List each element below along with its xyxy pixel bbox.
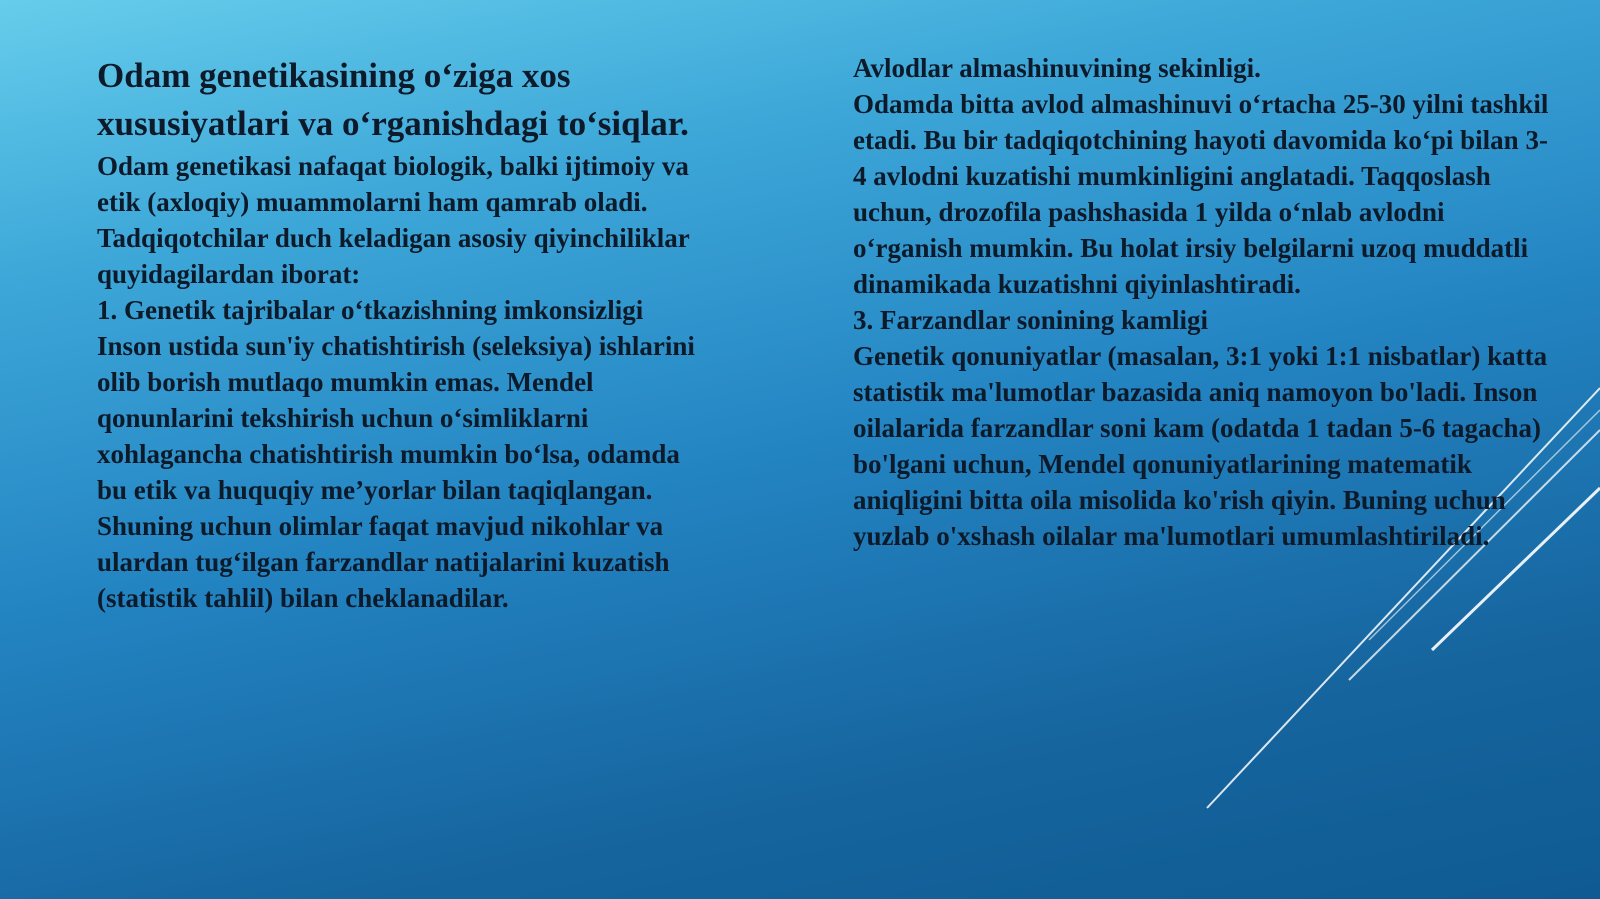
section-heading-1: 1. Genetik tajribalar o‘tkazishning imkonsizligi [97,295,644,325]
section-body-3: Genetik qonuniyatlar (masalan, 3:1 yoki 1:1 nisbatlar) katta statistik ma'lumotlar bazasida aniq namoyon bo'ladi. Inson oilalarida farzandlar soni kam (odatda 1 tadan 5-6 tagacha) bo'lgani uchun, Mendel qonuniyatlarining matematik aniqligini bitta oila misolida ko'rish qiyin. Buning uchun yuzlab o'xshash oilalar ma'lumotlari umumlashtiriladi. [853,341,1548,551]
left-column [97,52,697,616]
section-body-1: Inson ustida sun'iy chatishtirish (seleksiya) ishlarini olib borish mutlaqo mumkin emas. Mendel qonunlarini tekshirish uchun o‘simliklarni xohlagancha chatishtirish mumkin bo‘lsa, odamda bu etik va huquqiy me’yorlar bilan taqiqlangan. Shuning uchun olimlar faqat mavjud nikohlar va ulardan tug‘ilgan farzandlar natijalarini kuzatish (statistik tahlil) bilan cheklanadilar. [97,331,695,613]
right-column [853,50,1553,554]
slide-title: Odam genetikasining o‘ziga xos xususiyatlari va o‘rganishdagi to‘siqlar. [97,56,689,143]
section-body-2: Odamda bitta avlod almashinuvi o‘rtacha 25-30 yilni tashkil etadi. Bu bir tadqiqotchining hayoti davomida ko‘pi bilan 3-4 avlodni kuzatishi mumkinligini anglatadi. Taqqoslash uchun, drozofila pashshasida 1 yilda o‘nlab avlodni o‘rganish mumkin. Bu holat irsiy belgilarni uzoq muddatli dinamikada kuzatishni qiyinlashtiradi. [853,89,1549,299]
section-heading-3: 3. Farzandlar sonining kamligi [853,305,1209,335]
section-heading-2: Avlodlar almashinuvining sekinligi. [853,53,1261,83]
intro-paragraph: Odam genetikasi nafaqat biologik, balki ijtimoiy va etik (axloqiy) muammolarni ham qamrab oladi. Tadqiqotchilar duch keladigan asosiy qiyinchiliklar quyidagilardan iborat: [97,151,690,289]
